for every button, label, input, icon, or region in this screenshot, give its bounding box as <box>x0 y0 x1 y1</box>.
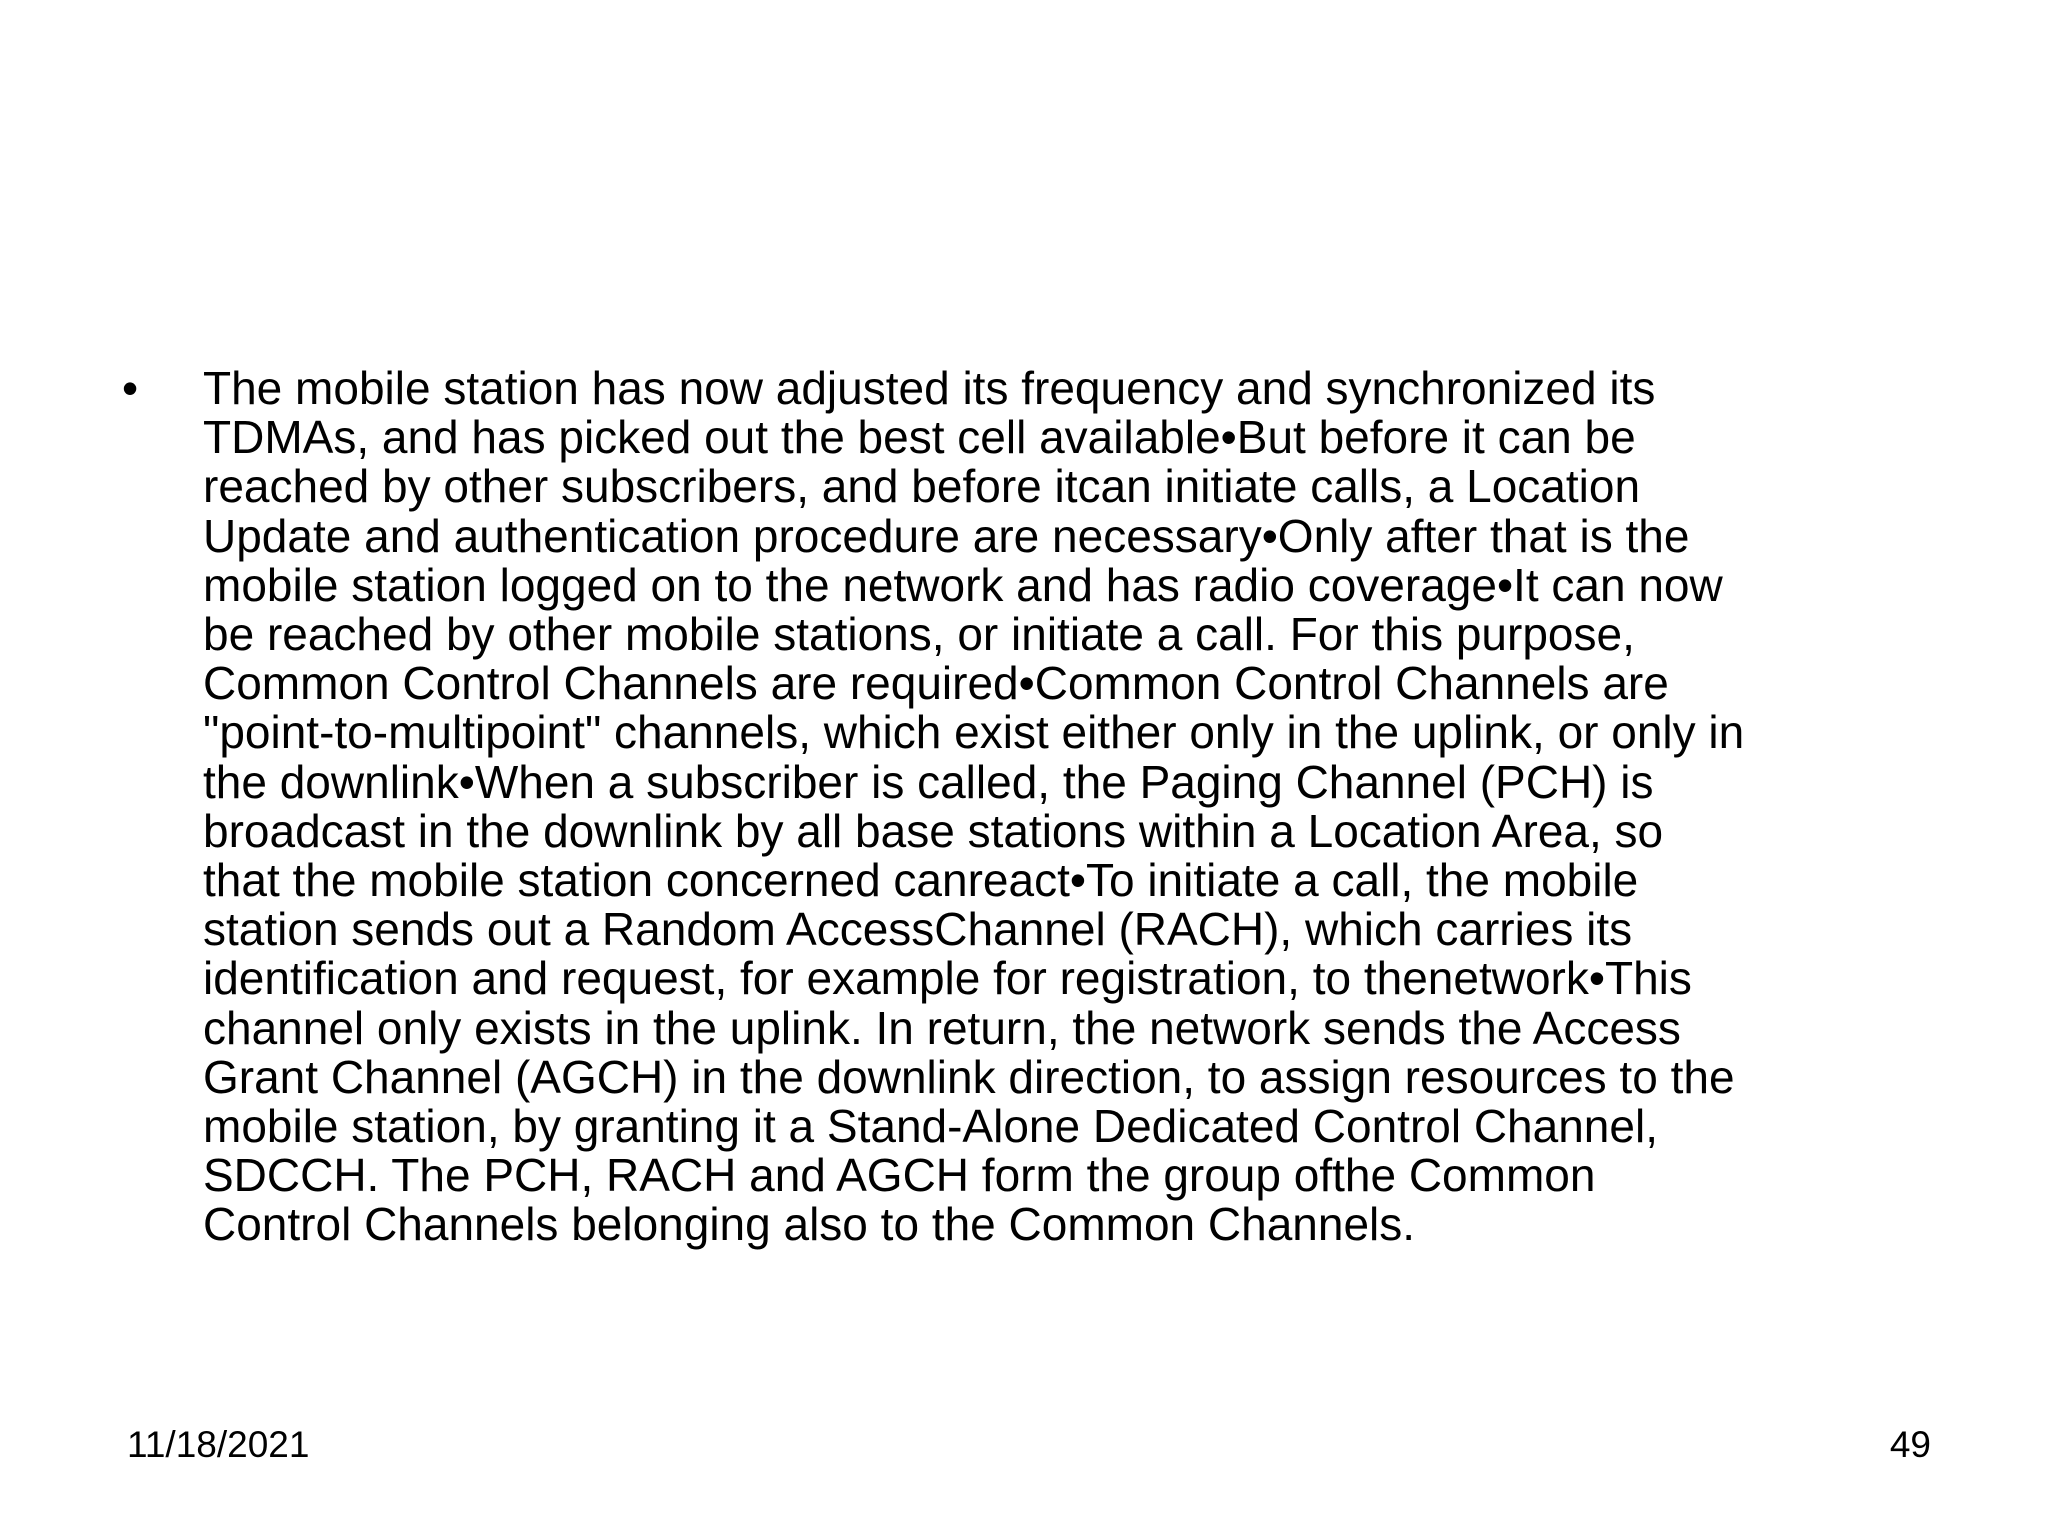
body-line: mobile station logged on to the network and has radio coverage•It can now <box>203 558 1723 611</box>
body-line: SDCCH. The PCH, RACH and AGCH form the group ofthe Common <box>203 1149 1596 1202</box>
body-line: The mobile station has now adjusted its frequency and synchronized its <box>203 362 1656 414</box>
body-line: Grant Channel (AGCH) in the downlink direction, to assign resources to the <box>203 1050 1735 1103</box>
bullet-text <box>203 364 1952 1250</box>
body-line: Update and authentication procedure are necessary•Only after that is the <box>203 509 1690 562</box>
body-line: be reached by other mobile stations, or initiate a call. For this purpose, <box>203 608 1635 661</box>
body-line: the downlink•When a subscriber is called, the Paging Channel (PCH) is <box>203 755 1654 808</box>
body-line: identification and request, for example for registration, to thenetwork•This <box>203 952 1692 1005</box>
body-line: mobile station, by granting it a Stand-Alone Dedicated Control Channel, <box>203 1100 1658 1153</box>
body-line: TDMAs, and has picked out the best cell available•But before it can be <box>203 411 1636 464</box>
bullet-marker: • <box>122 362 139 414</box>
body-line: Common Control Channels are required•Common Control Channels are <box>203 657 1669 710</box>
footer-date: 11/18/2021 <box>127 1424 310 1465</box>
body-line: station sends out a Random AccessChannel (RACH), which carries its <box>203 903 1633 956</box>
body-line: channel only exists in the uplink. In return, the network sends the Access <box>203 1001 1681 1054</box>
bullet-item <box>122 364 1952 1250</box>
body-line: broadcast in the downlink by all base stations within a Location Area, so <box>203 804 1664 857</box>
bullet-list <box>122 364 1952 1250</box>
slide-number: 49 <box>1889 1424 1931 1465</box>
body-line: Control Channels belonging also to the Common Channels. <box>203 1198 1416 1251</box>
body-line: "point-to-multipoint" channels, which exist either only in the uplink, or only in <box>203 706 1745 759</box>
body-line: that the mobile station concerned canreact•To initiate a call, the mobile <box>203 854 1639 907</box>
body-line: reached by other subscribers, and before itcan initiate calls, a Location <box>203 460 1641 513</box>
